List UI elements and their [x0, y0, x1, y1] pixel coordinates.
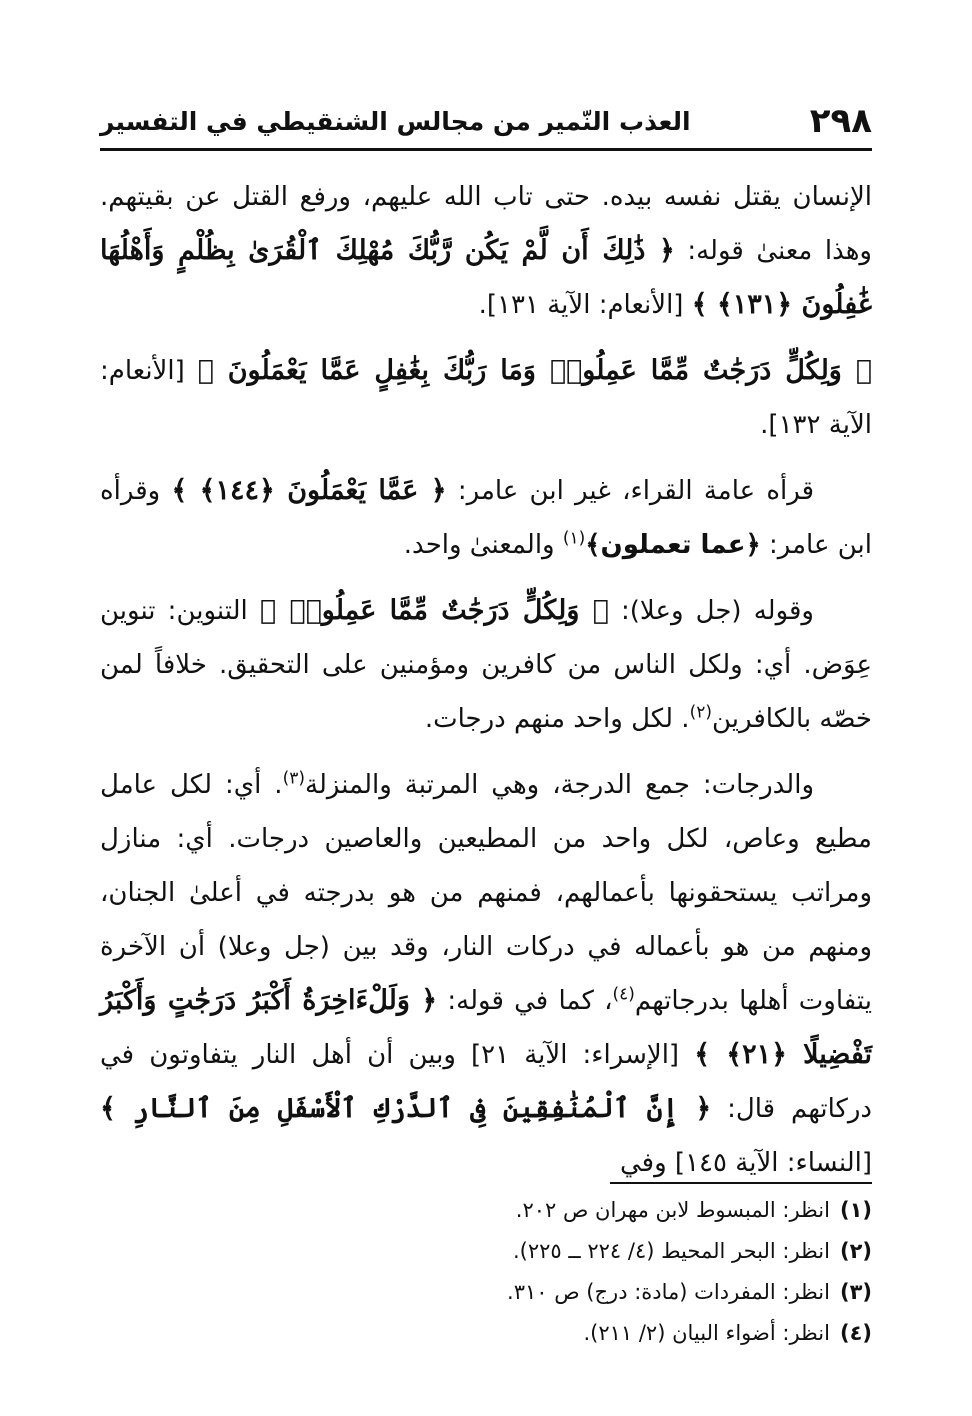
paragraph-4: [100, 584, 872, 746]
quran-verse: ﴿ وَلَلْءَاخِرَةُ أَكْبَرُ دَرَجَٰتٍ وَأَكْبَرُ تَفْضِيلًا ﴿٢١﴾ ﴾: [100, 985, 872, 1070]
footnote-number: (١): [839, 1198, 872, 1222]
text: . لكل واحد منهم درجات.: [424, 704, 690, 734]
footnote-text: انظر: المفردات (مادة: درج) ص ٣١٠.: [507, 1280, 830, 1304]
paragraph-1: [100, 170, 872, 332]
page-number: ٢٩٨: [809, 101, 872, 141]
quran-verse: ﴿ وَلِكُلٍّ دَرَجَٰتٌ مِّمَّا عَمِلُوا۟ وَمَا رَبُّكَ بِغَٰفِلٍ عَمَّا يَعْمَلُونَ ﴾: [197, 355, 872, 386]
text: قرأه عامة القراء، غير ابن عامر:: [446, 476, 814, 506]
footnote-divider: [610, 1182, 872, 1184]
citation: [الأنعام: الآية ١٣١].: [478, 290, 692, 320]
footnote-ref: (١): [562, 528, 586, 549]
text: والدرجات: جمع الدرجة، وهي المرتبة والمنزلة: [305, 770, 815, 800]
footnote-number: (٤): [839, 1321, 872, 1345]
quran-verse: ﴿ ذَٰلِكَ أَن لَّمْ يَكُن رَّبُّكَ مُهْلِكَ ٱلْقُرَىٰ بِظُلْمٍ وَأَهْلُهَا غَٰفِلُونَ ﴿١٣١﴾ ﴾: [100, 235, 872, 320]
text: . أي: لكل عامل مطيع وعاص، لكل واحد من المطيعين والعاصين درجات. أي: منازل ومراتب يستحقونها بأعمالهم، فمنهم من هو بدرجته في أعلىٰ الجنان، ومنهم من هو بأعماله في دركات النار، وقد بين (جل وعلا) أن الآخرة يتفاوت أهلها بدرجاتهم: [100, 770, 872, 1016]
book-title: العذب النّمير من مجالس الشنقيطي في التفسير: [100, 106, 691, 136]
quran-verse: ﴿ عَمَّا يَعْمَلُونَ ﴿١٤٤﴾ ﴾: [171, 475, 447, 506]
footnote-2: [100, 1231, 872, 1272]
footnote-number: (٣): [839, 1280, 872, 1304]
paragraph-2: [100, 344, 872, 452]
text: وقوله (جل وعلا):: [608, 596, 814, 626]
footnotes: [100, 1190, 872, 1354]
text: وقرأه ابن عامر:: [100, 476, 872, 560]
footnote-ref: (٤): [612, 984, 635, 1005]
text: التنوين: تنوين عِوَض. أي: ولكل الناس من كافرين ومؤمنين على التحقيق. خلافاً لمن خصّه بالكافرين: [100, 596, 872, 734]
footnote-4: [100, 1313, 872, 1354]
text: [النساء: الآية ١٤٥] وفي: [620, 1148, 872, 1178]
footnote-1: [100, 1190, 872, 1231]
paragraph-3: [100, 464, 872, 572]
footnote-number: (٢): [839, 1239, 872, 1263]
text: ، كما في قوله:: [437, 986, 613, 1016]
page-body: [100, 170, 872, 1190]
text: [الإسراء: الآية ٢١] وبين أن أهل النار يتفاوتون في دركاتهم قال:: [100, 1040, 872, 1124]
header-divider: [100, 148, 872, 151]
footnote-3: [100, 1272, 872, 1313]
paragraph-5: [100, 758, 872, 1190]
citation: [الأنعام: الآية ١٣٢].: [100, 356, 872, 440]
footnote-ref: (٢): [689, 702, 712, 723]
footnote-text: انظر: المبسوط لابن مهران ص ٢٠٢.: [515, 1198, 830, 1222]
footnote-ref: (٣): [282, 768, 305, 789]
text: الإنسان يقتل نفسه بيده. حتى تاب الله عليهم، ورفع القتل عن بقيتهم. وهذا معنىٰ قوله:: [100, 182, 872, 266]
footnote-text: انظر: أضواء البيان (٢/ ٢١١).: [583, 1321, 830, 1345]
footnote-text: انظر: البحر المحيط (٤/ ٢٢٤ ــ ٢٢٥).: [512, 1239, 830, 1263]
quran-verse: ﴿ إِنَّ ٱلْمُنَٰفِقِينَ فِى ٱلدَّرْكِ ٱلْأَسْفَلِ مِنَ ٱلنَّارِ ﴾: [100, 1093, 712, 1124]
page-header: [100, 98, 872, 144]
text: والمعنىٰ واحد.: [403, 530, 563, 560]
quran-verse: ﴿ وَلِكُلٍّ دَرَجَٰتٌ مِّمَّا عَمِلُوا۟ ﴾: [259, 595, 609, 626]
reading-variant: ﴿عما تعملون﴾: [585, 530, 761, 560]
